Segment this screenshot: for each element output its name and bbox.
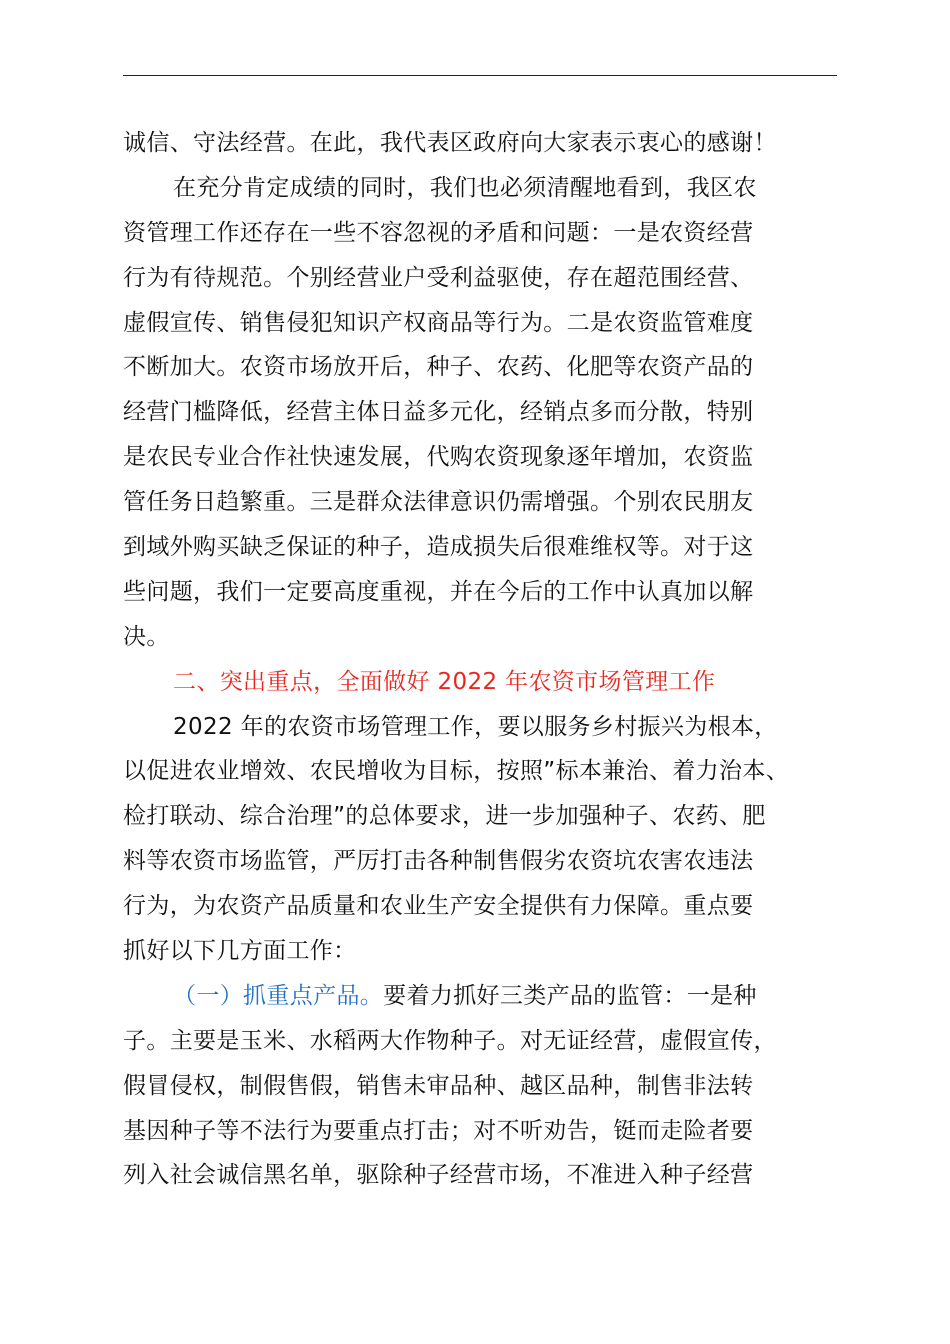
document-body (123, 121, 863, 1198)
paragraph-line: 虚假宣传、销售侵犯知识产权商品等行为。二是农资监管难度 (123, 309, 754, 336)
paragraph-line: 子。主要是玉米、水稻两大作物种子。对无证经营，虚假宣传， (123, 1027, 777, 1054)
paragraph-line: 在充分肯定成绩的同时，我们也必须清醒地看到，我区农 (173, 174, 757, 201)
paragraph-line: 决。 (123, 623, 170, 650)
subheading: （一）抓重点产品。 (173, 982, 384, 1009)
paragraph-line: 不断加大。农资市场放开后，种子、农药、化肥等农资产品的 (123, 354, 754, 381)
paragraph-line (123, 974, 863, 1019)
paragraph-line: 假冒侵权，制假售假，销售未审品种、越区品种，制售非法转 (123, 1072, 754, 1099)
paragraph-line: 到域外购买缺乏保证的种子，造成损失后很难维权等。对于这 (123, 534, 754, 561)
paragraph-line: 抓好以下几方面工作： (123, 938, 357, 965)
paragraph-line: 诚信、守法经营。在此，我代表区政府向大家表示衷心的感谢！ (123, 130, 777, 156)
paragraph-line: 资管理工作还存在一些不容忽视的矛盾和问题：一是农资经营 (123, 219, 754, 246)
paragraph-line: 行为有待规范。个别经营业户受利益驱使，存在超范围经营、 (123, 264, 754, 291)
paragraph-line: 些问题，我们一定要高度重视，并在今后的工作中认真加以解 (123, 578, 754, 605)
paragraph-line: 料等农资市场监管，严厉打击各种制售假劣农资坑农害农违法 (123, 848, 754, 875)
paragraph-text: 要着力抓好三类产品的监管：一是种 (383, 982, 757, 1009)
paragraph-line: 基因种子等不法行为要重点打击；对不听劝告，铤而走险者要 (123, 1117, 754, 1144)
paragraph-line: 检打联动、综合治理”的总体要求，进一步加强种子、农药、肥 (123, 803, 766, 830)
paragraph-line: 经营门槛降低，经营主体日益多元化，经销点多而分散，特别 (123, 399, 754, 426)
section-heading: 二、突出重点，全面做好 2022 年农资市场管理工作 (173, 668, 716, 695)
paragraph-line: 管任务日趋繁重。三是群众法律意识仍需增强。个别农民朋友 (123, 489, 754, 516)
paragraph-line: 是农民专业合作社快速发展，代购农资现象逐年增加，农资监 (123, 444, 754, 471)
header-rule (123, 75, 837, 76)
paragraph-line: 行为，为农资产品质量和农业生产安全提供有力保障。重点要 (123, 893, 754, 920)
paragraph-line: 以促进农业增效、农民增收为目标，按照”标本兼治、着力治本、 (123, 758, 790, 785)
paragraph-line: 列入社会诚信黑名单，驱除种子经营市场，不准进入种子经营 (123, 1162, 754, 1189)
paragraph-line: 2022 年的农资市场管理工作，要以服务乡村振兴为根本， (173, 713, 778, 740)
